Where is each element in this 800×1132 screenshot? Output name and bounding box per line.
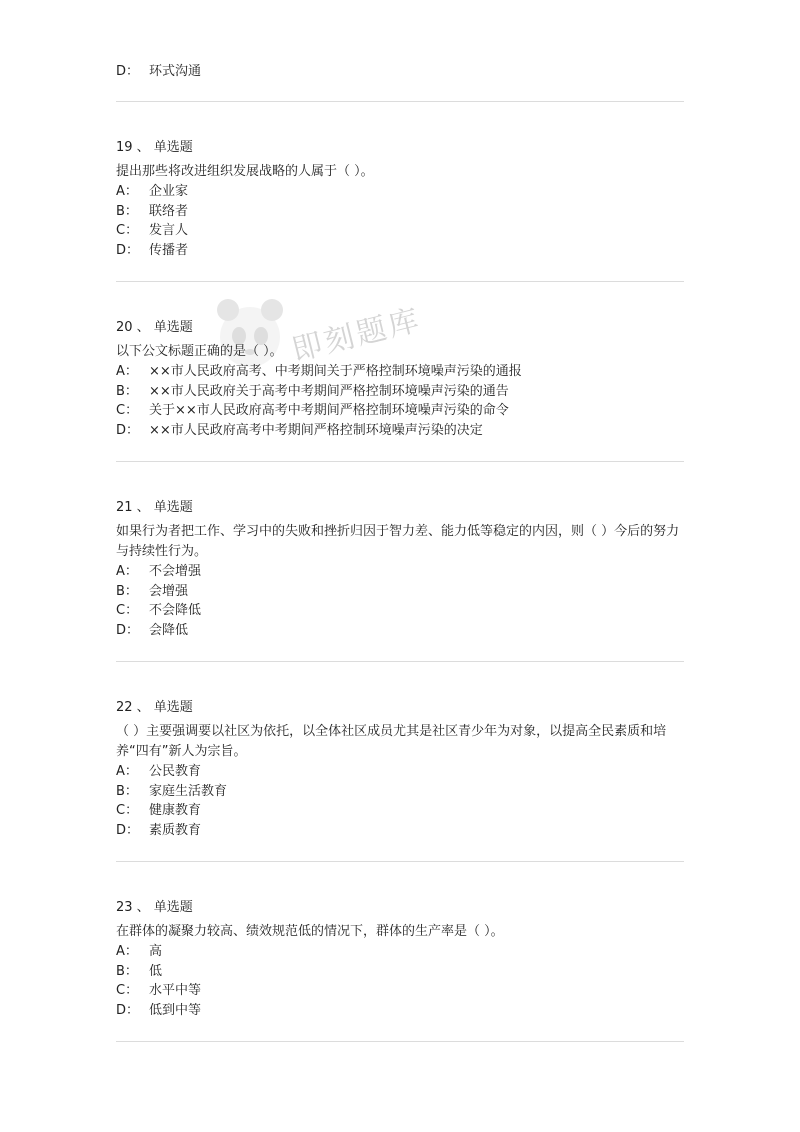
question-header: 20 、 单选题: [116, 320, 193, 335]
option-text: 会增强: [149, 583, 189, 599]
option-text: ××市人民政府关于高考中考期间严格控制环境噪声污染的通告: [149, 383, 509, 399]
option-label: B：: [116, 963, 138, 979]
option-a: [116, 182, 684, 202]
option-label: D：: [116, 622, 140, 638]
option-text: 公民教育: [149, 764, 202, 779]
option-label: A：: [116, 764, 138, 779]
option-label: D：: [116, 64, 140, 79]
option-c: [116, 401, 684, 421]
option-c: [116, 221, 684, 241]
option-label: D：: [116, 242, 140, 258]
option-a: [116, 562, 684, 582]
question-22: [116, 698, 684, 840]
option-text: 高: [149, 944, 163, 959]
option-b: [116, 962, 684, 982]
question-stem: 如果行为者把工作、学习中的失败和挫折归因于智力差、能力低等稳定的内因，则（ ）今后的努力与持续性行为。: [116, 524, 680, 559]
option-text: 关于××市人民政府高考中考期间严格控制环境噪声污染的命令: [149, 403, 509, 418]
option-label: C：: [116, 983, 139, 998]
option-c: [116, 601, 684, 621]
option-text: 低到中等: [149, 1002, 202, 1018]
question-stem: （ ）主要强调要以社区为依托，以全体社区成员尤其是社区青少年为对象，以提高全民素质和培养“四有”新人为宗旨。: [116, 724, 667, 759]
question-header: 23 、 单选题: [116, 900, 193, 915]
option-c: [116, 981, 684, 1001]
divider: [116, 1041, 684, 1042]
question-header: 22 、 单选题: [116, 700, 193, 715]
option-label: A：: [116, 364, 138, 379]
option-label: C：: [116, 223, 139, 238]
option-text: 企业家: [149, 184, 189, 199]
option-text: 会降低: [149, 622, 189, 638]
option-d-prev: [116, 62, 201, 82]
option-text: 水平中等: [149, 983, 202, 998]
option-d: [116, 421, 684, 441]
question-21: [116, 498, 684, 640]
option-text: 不会降低: [149, 603, 202, 618]
divider: [116, 461, 684, 462]
option-label: A：: [116, 184, 138, 199]
question-header: 21 、 单选题: [116, 500, 193, 515]
option-b: [116, 782, 684, 802]
option-label: A：: [116, 564, 138, 579]
option-text: 不会增强: [149, 564, 202, 579]
option-text: 发言人: [149, 223, 189, 238]
option-label: D：: [116, 1002, 140, 1018]
option-text: 环式沟通: [149, 64, 202, 79]
question-19: [116, 138, 684, 260]
divider: [116, 281, 684, 282]
question-20: [116, 318, 684, 440]
option-label: C：: [116, 603, 139, 618]
question-stem: 以下公文标题正确的是（ ）。: [116, 344, 283, 359]
watermark-text: 即刻题库: [288, 302, 426, 369]
option-b: [116, 202, 684, 222]
option-label: C：: [116, 403, 139, 418]
option-d: [116, 241, 684, 261]
option-text: 联络者: [149, 203, 189, 219]
option-label: B：: [116, 583, 138, 599]
question-stem: 在群体的凝聚力较高、绩效规范低的情况下，群体的生产率是（ ）。: [116, 924, 504, 939]
option-label: B：: [116, 383, 138, 399]
option-d: [116, 821, 684, 841]
option-a: [116, 362, 684, 382]
option-b: [116, 582, 684, 602]
divider: [116, 101, 684, 102]
question-23: [116, 898, 684, 1020]
option-text: 素质教育: [149, 822, 202, 838]
option-d: [116, 1001, 684, 1021]
option-a: [116, 762, 684, 782]
option-text: ××市人民政府高考中考期间严格控制环境噪声污染的决定: [149, 422, 483, 438]
option-b: [116, 382, 684, 402]
option-a: [116, 942, 684, 962]
option-c: [116, 801, 684, 821]
option-label: D：: [116, 822, 140, 838]
option-label: A：: [116, 944, 138, 959]
question-stem: 提出那些将改进组织发展战略的人属于（ ）。: [116, 164, 374, 179]
option-text: 传播者: [149, 242, 189, 258]
option-label: B：: [116, 203, 138, 219]
divider: [116, 861, 684, 862]
option-text: ××市人民政府高考、中考期间关于严格控制环境噪声污染的通报: [149, 364, 522, 379]
option-text: 家庭生活教育: [149, 783, 228, 799]
option-label: B：: [116, 783, 138, 799]
option-d: [116, 621, 684, 641]
divider: [116, 661, 684, 662]
option-label: D：: [116, 422, 140, 438]
option-text: 低: [149, 963, 163, 979]
question-header: 19 、 单选题: [116, 140, 193, 155]
option-text: 健康教育: [149, 803, 202, 818]
option-label: C：: [116, 803, 139, 818]
